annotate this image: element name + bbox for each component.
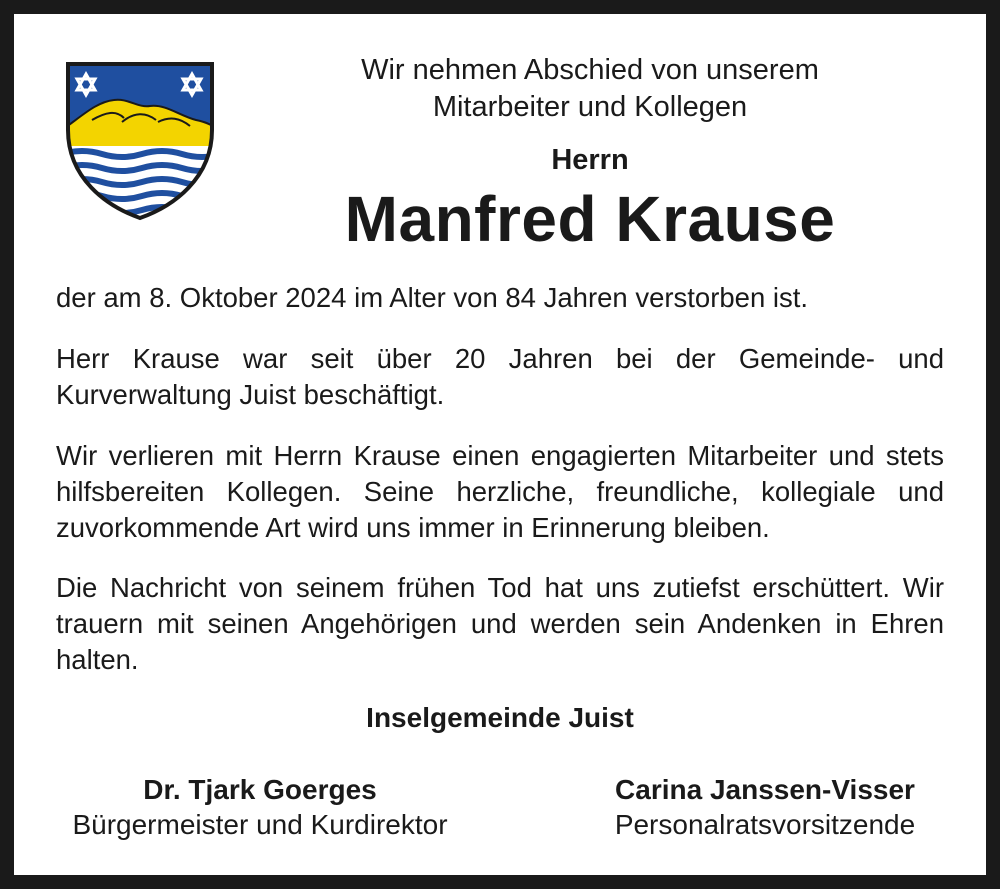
juist-coat-of-arms-icon	[62, 60, 218, 222]
intro-text	[300, 52, 880, 126]
intro-line-1: Wir nehmen Abschied von unserem	[361, 54, 819, 86]
deceased-name: Manfred Krause	[344, 183, 836, 255]
signatory-name: Dr. Tjark Goerges	[143, 774, 377, 805]
paragraph-mourning: Die Nachricht von seinem frühen Tod hat uns zutiefst erschüttert. Wir trauern mit seinen Angehörigen und werden sein Andenken in Ehren halten.	[56, 572, 944, 675]
organization-name: Inselgemeinde Juist	[366, 702, 634, 733]
paragraph-employment: Herr Krause war seit über 20 Jahren bei der Gemeinde- und Kurverwaltung Juist beschäftigt.	[56, 343, 944, 410]
signatory-name: Carina Janssen-Visser	[615, 774, 915, 805]
intro-line-2: Mitarbeiter und Kollegen	[432, 91, 748, 123]
signatory-title: Personalratsvorsitzende	[614, 809, 916, 840]
salutation: Herrn	[551, 144, 629, 176]
signatory-title: Bürgermeister und Kurdirektor	[72, 809, 448, 840]
paragraph-tribute: Wir verlieren mit Herrn Krause einen engagierten Mitarbeiter und stets hilfsbereiten Kollegen. Seine herzliche, freundliche, kollegiale und zuvorkommende Art wird uns immer in Erinnerung bleiben.	[56, 440, 944, 543]
signature-block-council	[565, 772, 965, 842]
signature-block-mayor	[40, 772, 480, 842]
paragraph-death-date: der am 8. Oktober 2024 im Alter von 84 Jahren verstorben ist.	[56, 282, 809, 313]
